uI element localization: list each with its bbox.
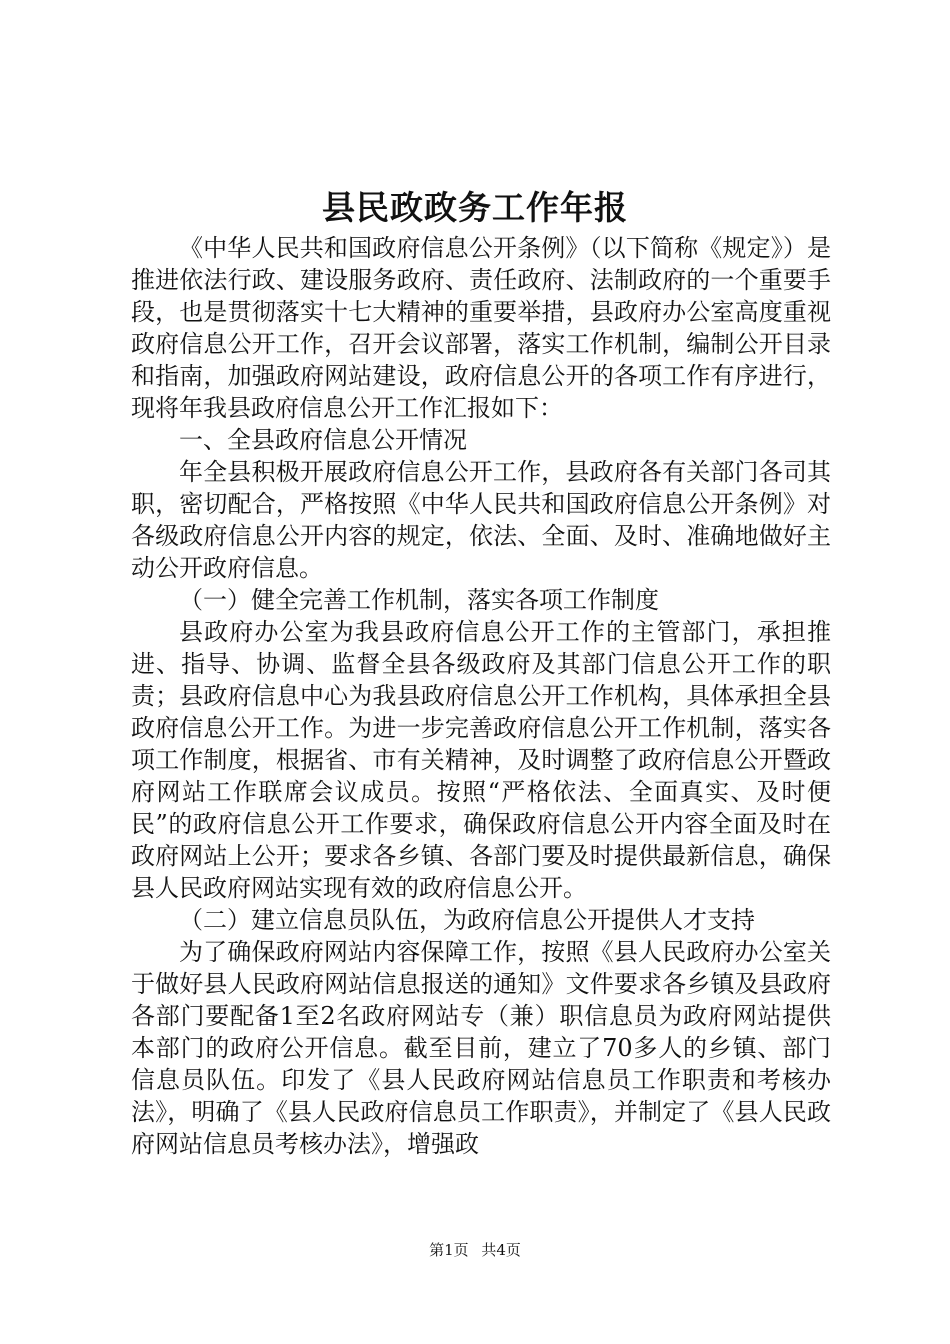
page-footer — [0, 1240, 950, 1260]
paragraph-mechanism: 县政府办公室为我县政府信息公开工作的主管部门，承担推进、指导、协调、监督全县各级政府及其部门信息公开工作的职责；县政府信息中心为我县政府信息公开工作机构，具体承担全县政府信息公开工作。为进一步完善政府信息公开工作机制，落实各项工作制度，根据省、市有关精神，及时调整了政府信息公开暨政府网站工作联席会议成员。按照“严格依法、全面真实、及时便民”的政府信息公开工作要求，确保政府信息公开内容全面及时在政府网站上公开；要求各乡镇、各部门要及时提供最新信息，确保县人民政府网站实现有效的政府信息公开。 — [131, 618, 831, 902]
heading-subsection-1: （一）健全完善工作机制，落实各项工作制度 — [179, 586, 659, 614]
document-body — [131, 232, 831, 1160]
heading-section-1: 一、全县政府信息公开情况 — [179, 426, 467, 454]
page-number: 第1页 — [429, 1241, 469, 1259]
paragraph-staff: 为了确保政府网站内容保障工作，按照《县人民政府办公室关于做好县人民政府网站信息报送的通知》文件要求各乡镇及县政府各部门要配备1至2名政府网站专（兼）职信息员为政府网站提供本部门的政府公开信息。截至目前，建立了70多人的乡镇、部门信息员队伍。印发了《县人民政府网站信息员工作职责和考核办法》，明确了《县人民政府信息员工作职责》，并制定了《县人民政府网站信息员考核办法》，增强政 — [131, 938, 831, 1158]
heading-subsection-2: （二）建立信息员队伍，为政府信息公开提供人才支持 — [179, 906, 755, 934]
document-title: 县民政政务工作年报 — [322, 188, 628, 227]
page-total: 共4页 — [481, 1241, 521, 1259]
paragraph-intro: 《中华人民共和国政府信息公开条例》（以下简称《规定》）是推进依法行政、建设服务政府、责任政府、法制政府的一个重要手段，也是贯彻落实十七大精神的重要举措，县政府办公室高度重视政府信息公开工作，召开会议部署，落实工作机制，编制公开目录和指南，加强政府网站建设，政府信息公开的各项工作有序进行，现将年我县政府信息公开工作汇报如下： — [131, 234, 831, 422]
paragraph-overview: 年全县积极开展政府信息公开工作，县政府各有关部门各司其职，密切配合，严格按照《中华人民共和国政府信息公开条例》对各级政府信息公开内容的规定，依法、全面、及时、准确地做好主动公开政府信息。 — [131, 458, 831, 582]
